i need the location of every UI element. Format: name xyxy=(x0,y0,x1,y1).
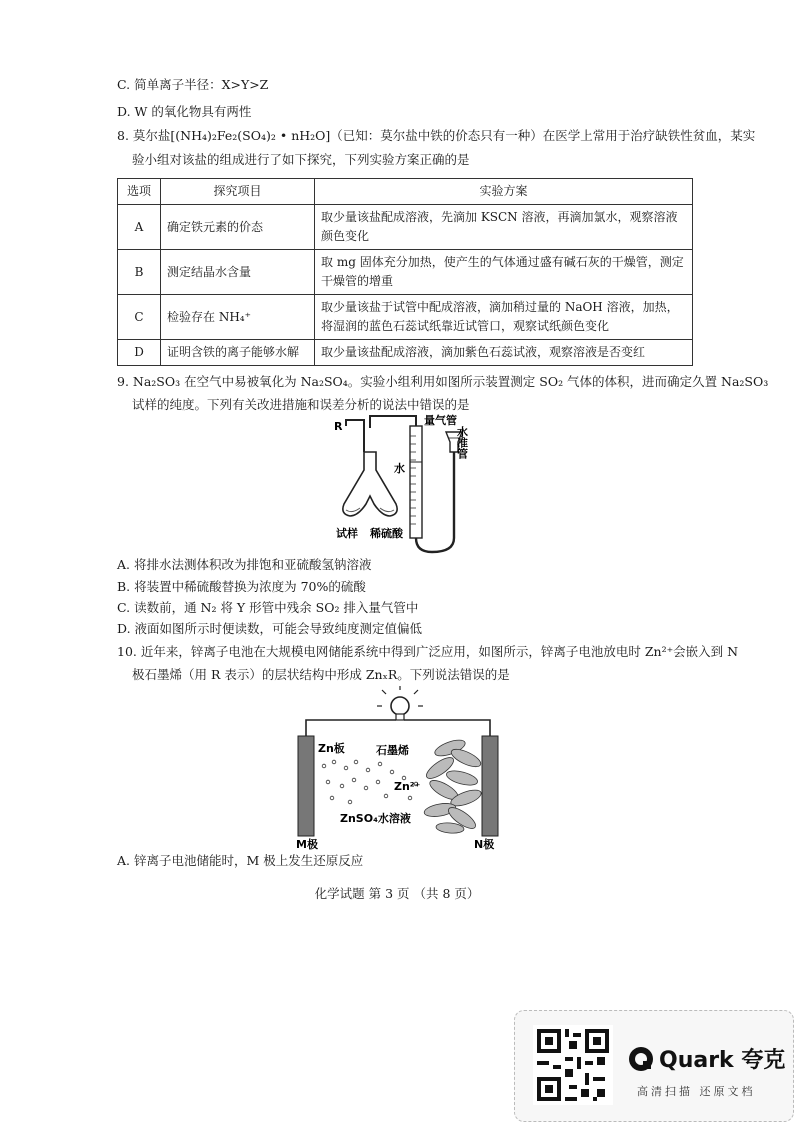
table-header: 选项 xyxy=(118,179,161,205)
q9-stem-line1: 9. Na₂SO₃ 在空气中易被氧化为 Na₂SO₄。实验小组利用如图所示装置测定 SO₂ 气体的体积，进而确定久置 Na₂SO₃ xyxy=(117,374,769,389)
table-cell-option: C xyxy=(118,295,161,340)
quark-brand: Quark 夸克 xyxy=(659,1048,786,1073)
table-cell-item: 检验存在 NH₄⁺ xyxy=(161,295,315,340)
graphene-layers xyxy=(423,737,483,834)
m-electrode-label: M极 xyxy=(296,838,318,851)
table-header: 探究项目 xyxy=(161,179,315,205)
table-cell-item: 确定铁元素的价态 xyxy=(161,205,315,250)
zn-ion-label: Zn²⁺ xyxy=(394,780,421,793)
table-header-row xyxy=(118,179,693,205)
q9-option-c: C. 读数前，通 N₂ 将 Y 形管中残余 SO₂ 排入量气管中 xyxy=(117,600,419,615)
q9-option-d: D. 液面如图所示时便读数，可能会导致纯度测定值偏低 xyxy=(117,621,423,636)
q7-option-d: D. W 的氧化物具有两性 xyxy=(117,104,252,119)
q9-option-b: B. 将装置中稀硫酸替换为浓度为 70%的硫酸 xyxy=(117,579,366,594)
q7-option-c: C. 简单离子半径：X>Y>Z xyxy=(117,77,269,92)
table-cell-plan: 取少量该盐配成溶液，先滴加 KSCN 溶液，再滴加氯水，观察溶液颜色变化 xyxy=(315,205,693,250)
q10-stem-line2: 极石墨烯（用 R 表示）的层状结构中形成 ZnₓR。下列说法错误的是 xyxy=(132,667,510,682)
connecting-tube xyxy=(370,416,416,428)
table-row xyxy=(118,295,693,340)
solution-label: ZnSO₄水溶液 xyxy=(340,812,411,825)
water-label: 水 xyxy=(394,462,405,475)
table-cell-option: B xyxy=(118,250,161,295)
table-cell-plan: 取少量该盐配成溶液，滴加紫色石蕊试液，观察溶液是否变红 xyxy=(315,340,693,366)
table-cell-item: 测定结晶水含量 xyxy=(161,250,315,295)
q10-option-a: A. 锌离子电池储能时，M 极上发生还原反应 xyxy=(117,853,364,868)
m-electrode-zn-plate xyxy=(298,736,314,836)
table-cell-plan: 取 mg 固体充分加热，使产生的气体通过盛有碱石灰的干燥管，测定干燥管的增重 xyxy=(315,250,693,295)
quark-watermark xyxy=(514,1010,794,1122)
table-cell-option: D xyxy=(118,340,161,366)
external-wire xyxy=(306,720,490,736)
q8-experiment-table xyxy=(117,178,693,366)
table-cell-item: 证明含铁的离子能够水解 xyxy=(161,340,315,366)
sample-label: 试样 xyxy=(336,527,358,540)
table-cell-plan: 取少量该盐于试管中配成溶液，滴加稍过量的 NaOH 溶液，加热，将湿润的蓝色石蕊试纸靠近试管口，观察试纸颜色变化 xyxy=(315,295,693,340)
level-tube-label: 水准管 xyxy=(455,426,469,459)
zinc-ion-battery-figure xyxy=(290,686,505,851)
table-row xyxy=(118,250,693,295)
acid-label: 稀硫酸 xyxy=(370,527,403,540)
page-footer: 化学试题 第 3 页 （共 8 页） xyxy=(314,886,480,901)
table-cell-option: A xyxy=(118,205,161,250)
zn-plate-label: Zn板 xyxy=(318,742,345,755)
n-electrode xyxy=(482,736,498,836)
q9-option-a: A. 将排水法测体积改为排饱和亚硫酸氢钠溶液 xyxy=(117,557,372,572)
table-row xyxy=(118,340,693,366)
bulb-icon xyxy=(377,686,423,720)
r-label: R xyxy=(334,420,343,433)
quark-tagline: 高清扫描 还原文档 xyxy=(637,1085,756,1098)
gas-measurement-apparatus-figure xyxy=(330,412,480,557)
qr-code-icon xyxy=(533,1025,613,1105)
n-electrode-label: N极 xyxy=(474,838,495,851)
quark-logo-icon xyxy=(627,1045,655,1073)
burette-label: 量气管 xyxy=(424,414,457,427)
q9-stem-line2: 试样的纯度。下列有关改进措施和误差分析的说法中错误的是 xyxy=(132,397,470,412)
q10-stem-line1: 10. 近年来，锌离子电池在大规模电网储能系统中得到广泛应用，如图所示，锌离子电池放电时 Zn²⁺会嵌入到 N xyxy=(117,644,739,659)
table-header: 实验方案 xyxy=(315,179,693,205)
y-shaped-tube xyxy=(343,452,397,516)
q8-stem-line1: 8. 莫尔盐[(NH₄)₂Fe₂(SO₄)₂ • nH₂O]（已知：莫尔盐中铁的价态只有一种）在医学上常用于治疗缺铁性贫血，某实 xyxy=(117,128,756,143)
q8-stem-line2: 验小组对该盐的组成进行了如下探究，下列实验方案正确的是 xyxy=(132,152,470,167)
burette-tube xyxy=(410,426,422,538)
graphene-label: 石墨烯 xyxy=(376,744,409,757)
r-inlet-tube xyxy=(346,420,364,452)
table-row xyxy=(118,205,693,250)
